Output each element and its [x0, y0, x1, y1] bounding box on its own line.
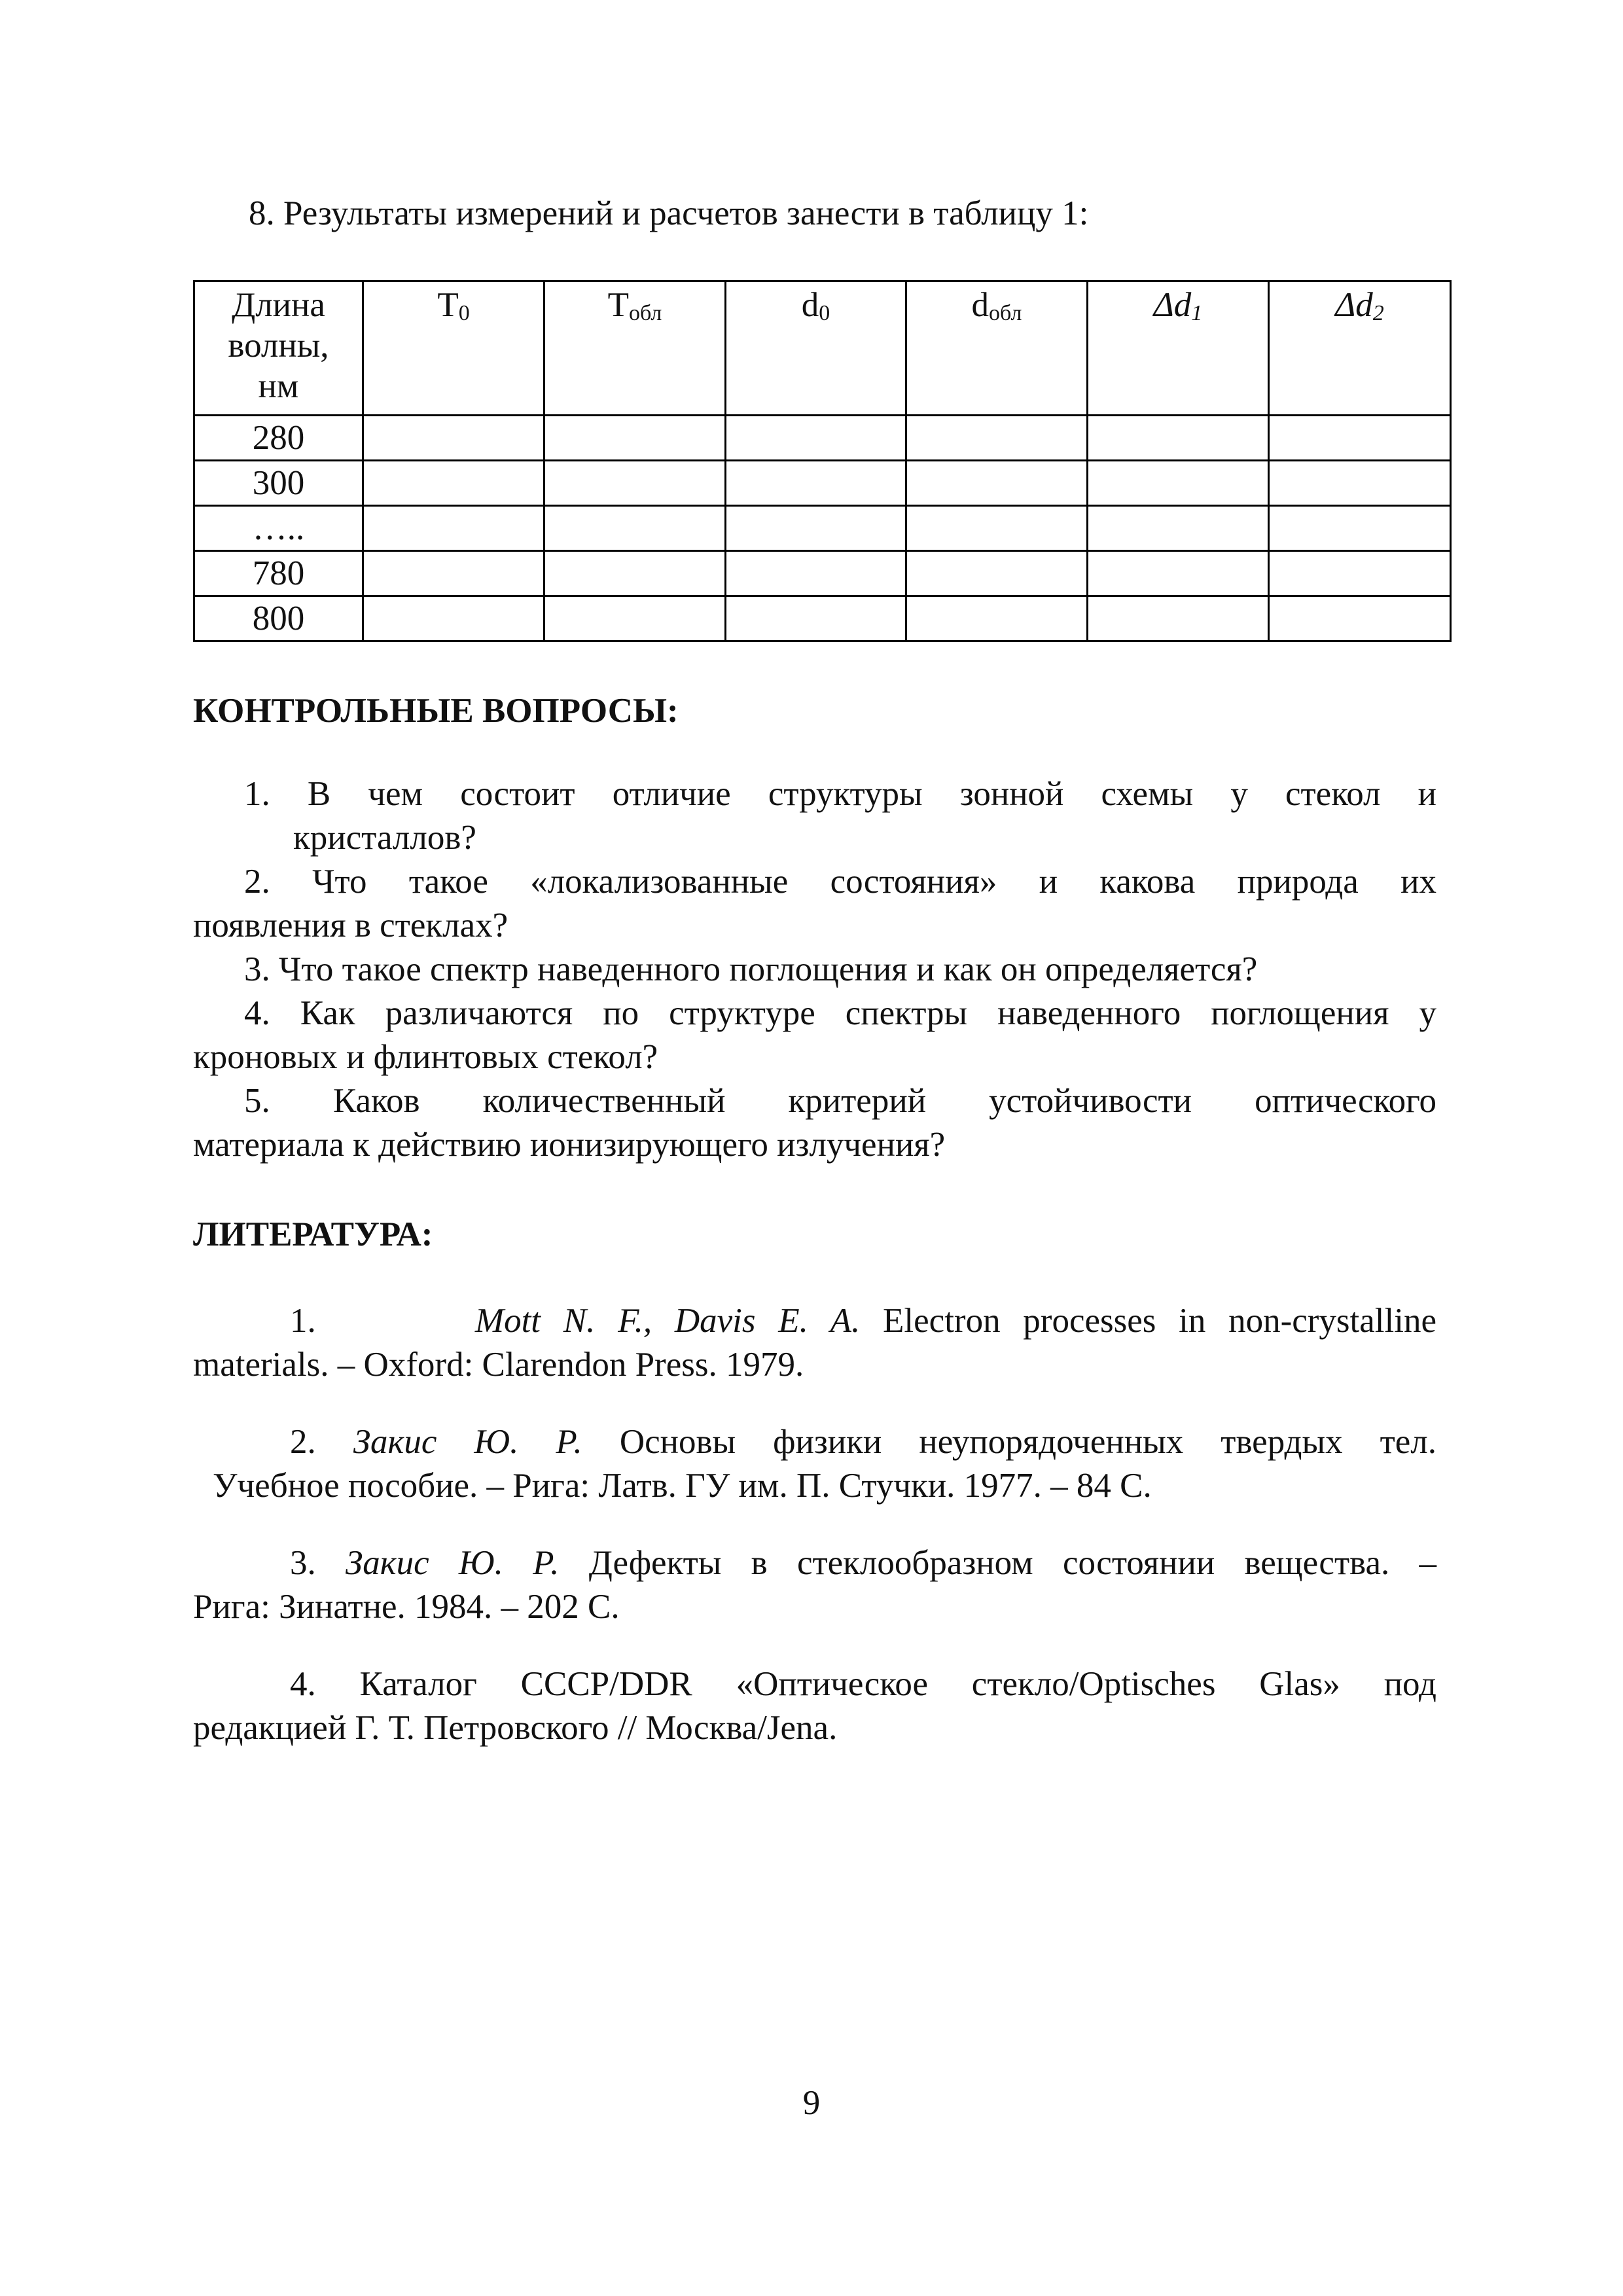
- header-dobl: $d_{обл}$: [906, 281, 1088, 416]
- empty-cell[interactable]: [544, 596, 726, 641]
- wavelength-cell: 780: [194, 551, 363, 596]
- empty-cell[interactable]: [1269, 551, 1451, 596]
- empty-cell[interactable]: [1269, 416, 1451, 461]
- question-item: 4. Как различаются по структуре спектры наведенного поглощения у кроновых и флинтовых стекол?: [193, 994, 1436, 1076]
- questions-heading: КОНТРОЛЬНЫЕ ВОПРОСЫ:: [193, 692, 679, 730]
- reference-item: 1. Mott N. F., Davis E. A. Electron processes in non-crystalline materials. – Oxford: Clarendon Press. 1979.: [193, 1302, 1437, 1384]
- header-d0: $d_0$: [726, 281, 906, 416]
- empty-cell[interactable]: [726, 551, 906, 596]
- empty-cell[interactable]: [906, 506, 1088, 551]
- results-table: [193, 280, 1452, 642]
- empty-cell[interactable]: [363, 461, 544, 506]
- wavelength-cell: 800: [194, 596, 363, 641]
- empty-cell[interactable]: [1088, 416, 1269, 461]
- table-row: [194, 551, 1451, 596]
- question-item: 3. Что такое спектр наведенного поглощения и как он определяется?: [244, 950, 1258, 988]
- reference-item: 2. Закис Ю. Р. Основы физики неупорядоченных твердых тел. Учебное пособие. – Рига: Латв. ГУ им. П. Стучки. 1977. – 84 С.: [213, 1423, 1437, 1505]
- empty-cell[interactable]: [1088, 461, 1269, 506]
- question-item: 5. Каков количественный критерий устойчивости оптического материала к действию ионизирующего излучения?: [193, 1082, 1436, 1164]
- reference-item: 4. Каталог СССР/DDR «Оптическое стекло/Optisches Glas» под редакцией Г. Т. Петровского // Москва/Jena.: [193, 1665, 1436, 1747]
- empty-cell[interactable]: [363, 506, 544, 551]
- wavelength-cell: 280: [194, 416, 363, 461]
- empty-cell[interactable]: [544, 416, 726, 461]
- empty-cell[interactable]: [726, 596, 906, 641]
- table-row: [194, 416, 1451, 461]
- table-row: [194, 506, 1451, 551]
- table-row: [194, 596, 1451, 641]
- empty-cell[interactable]: [544, 551, 726, 596]
- empty-cell[interactable]: [363, 596, 544, 641]
- empty-cell[interactable]: [726, 461, 906, 506]
- empty-cell[interactable]: [1269, 596, 1451, 641]
- wavelength-cell: …..: [194, 506, 363, 551]
- empty-cell[interactable]: [726, 416, 906, 461]
- empty-cell[interactable]: [1269, 506, 1451, 551]
- empty-cell[interactable]: [1088, 506, 1269, 551]
- empty-cell[interactable]: [906, 416, 1088, 461]
- table-row: [194, 461, 1451, 506]
- empty-cell[interactable]: [544, 461, 726, 506]
- table-header-row: [194, 281, 1451, 416]
- reference-item: 3. Закис Ю. Р. Дефекты в стеклообразном состоянии вещества. – Рига: Зинатне. 1984. – 202 С.: [193, 1544, 1436, 1626]
- page-number: 9: [802, 2084, 821, 2122]
- empty-cell[interactable]: [1088, 596, 1269, 641]
- question-item: 2. Что такое «локализованные состояния» и какова природа их появления в стеклах?: [193, 863, 1436, 944]
- literature-heading: ЛИТЕРАТУРА:: [193, 1215, 433, 1253]
- empty-cell[interactable]: [906, 461, 1088, 506]
- header-tobl: $T_{обл}$: [544, 281, 726, 416]
- header-wavelength: Длина волны, нм: [194, 281, 363, 416]
- empty-cell[interactable]: [906, 596, 1088, 641]
- wavelength-cell: 300: [194, 461, 363, 506]
- questions-list: [193, 772, 1436, 1167]
- empty-cell[interactable]: [544, 506, 726, 551]
- header-delta-d1: $\Delta d_1$: [1088, 281, 1269, 416]
- header-delta-d2: $\Delta d_2$: [1269, 281, 1451, 416]
- empty-cell[interactable]: [363, 551, 544, 596]
- empty-cell[interactable]: [1088, 551, 1269, 596]
- table-intro-text: 8. Результаты измерений и расчетов занести в таблицу 1:: [249, 194, 1089, 232]
- question-item: 1. В чем состоит отличие структуры зонной схемы у стекол и кристаллов?: [244, 775, 1436, 857]
- empty-cell[interactable]: [726, 506, 906, 551]
- empty-cell[interactable]: [1269, 461, 1451, 506]
- empty-cell[interactable]: [363, 416, 544, 461]
- header-t0: $T_0$: [363, 281, 544, 416]
- empty-cell[interactable]: [906, 551, 1088, 596]
